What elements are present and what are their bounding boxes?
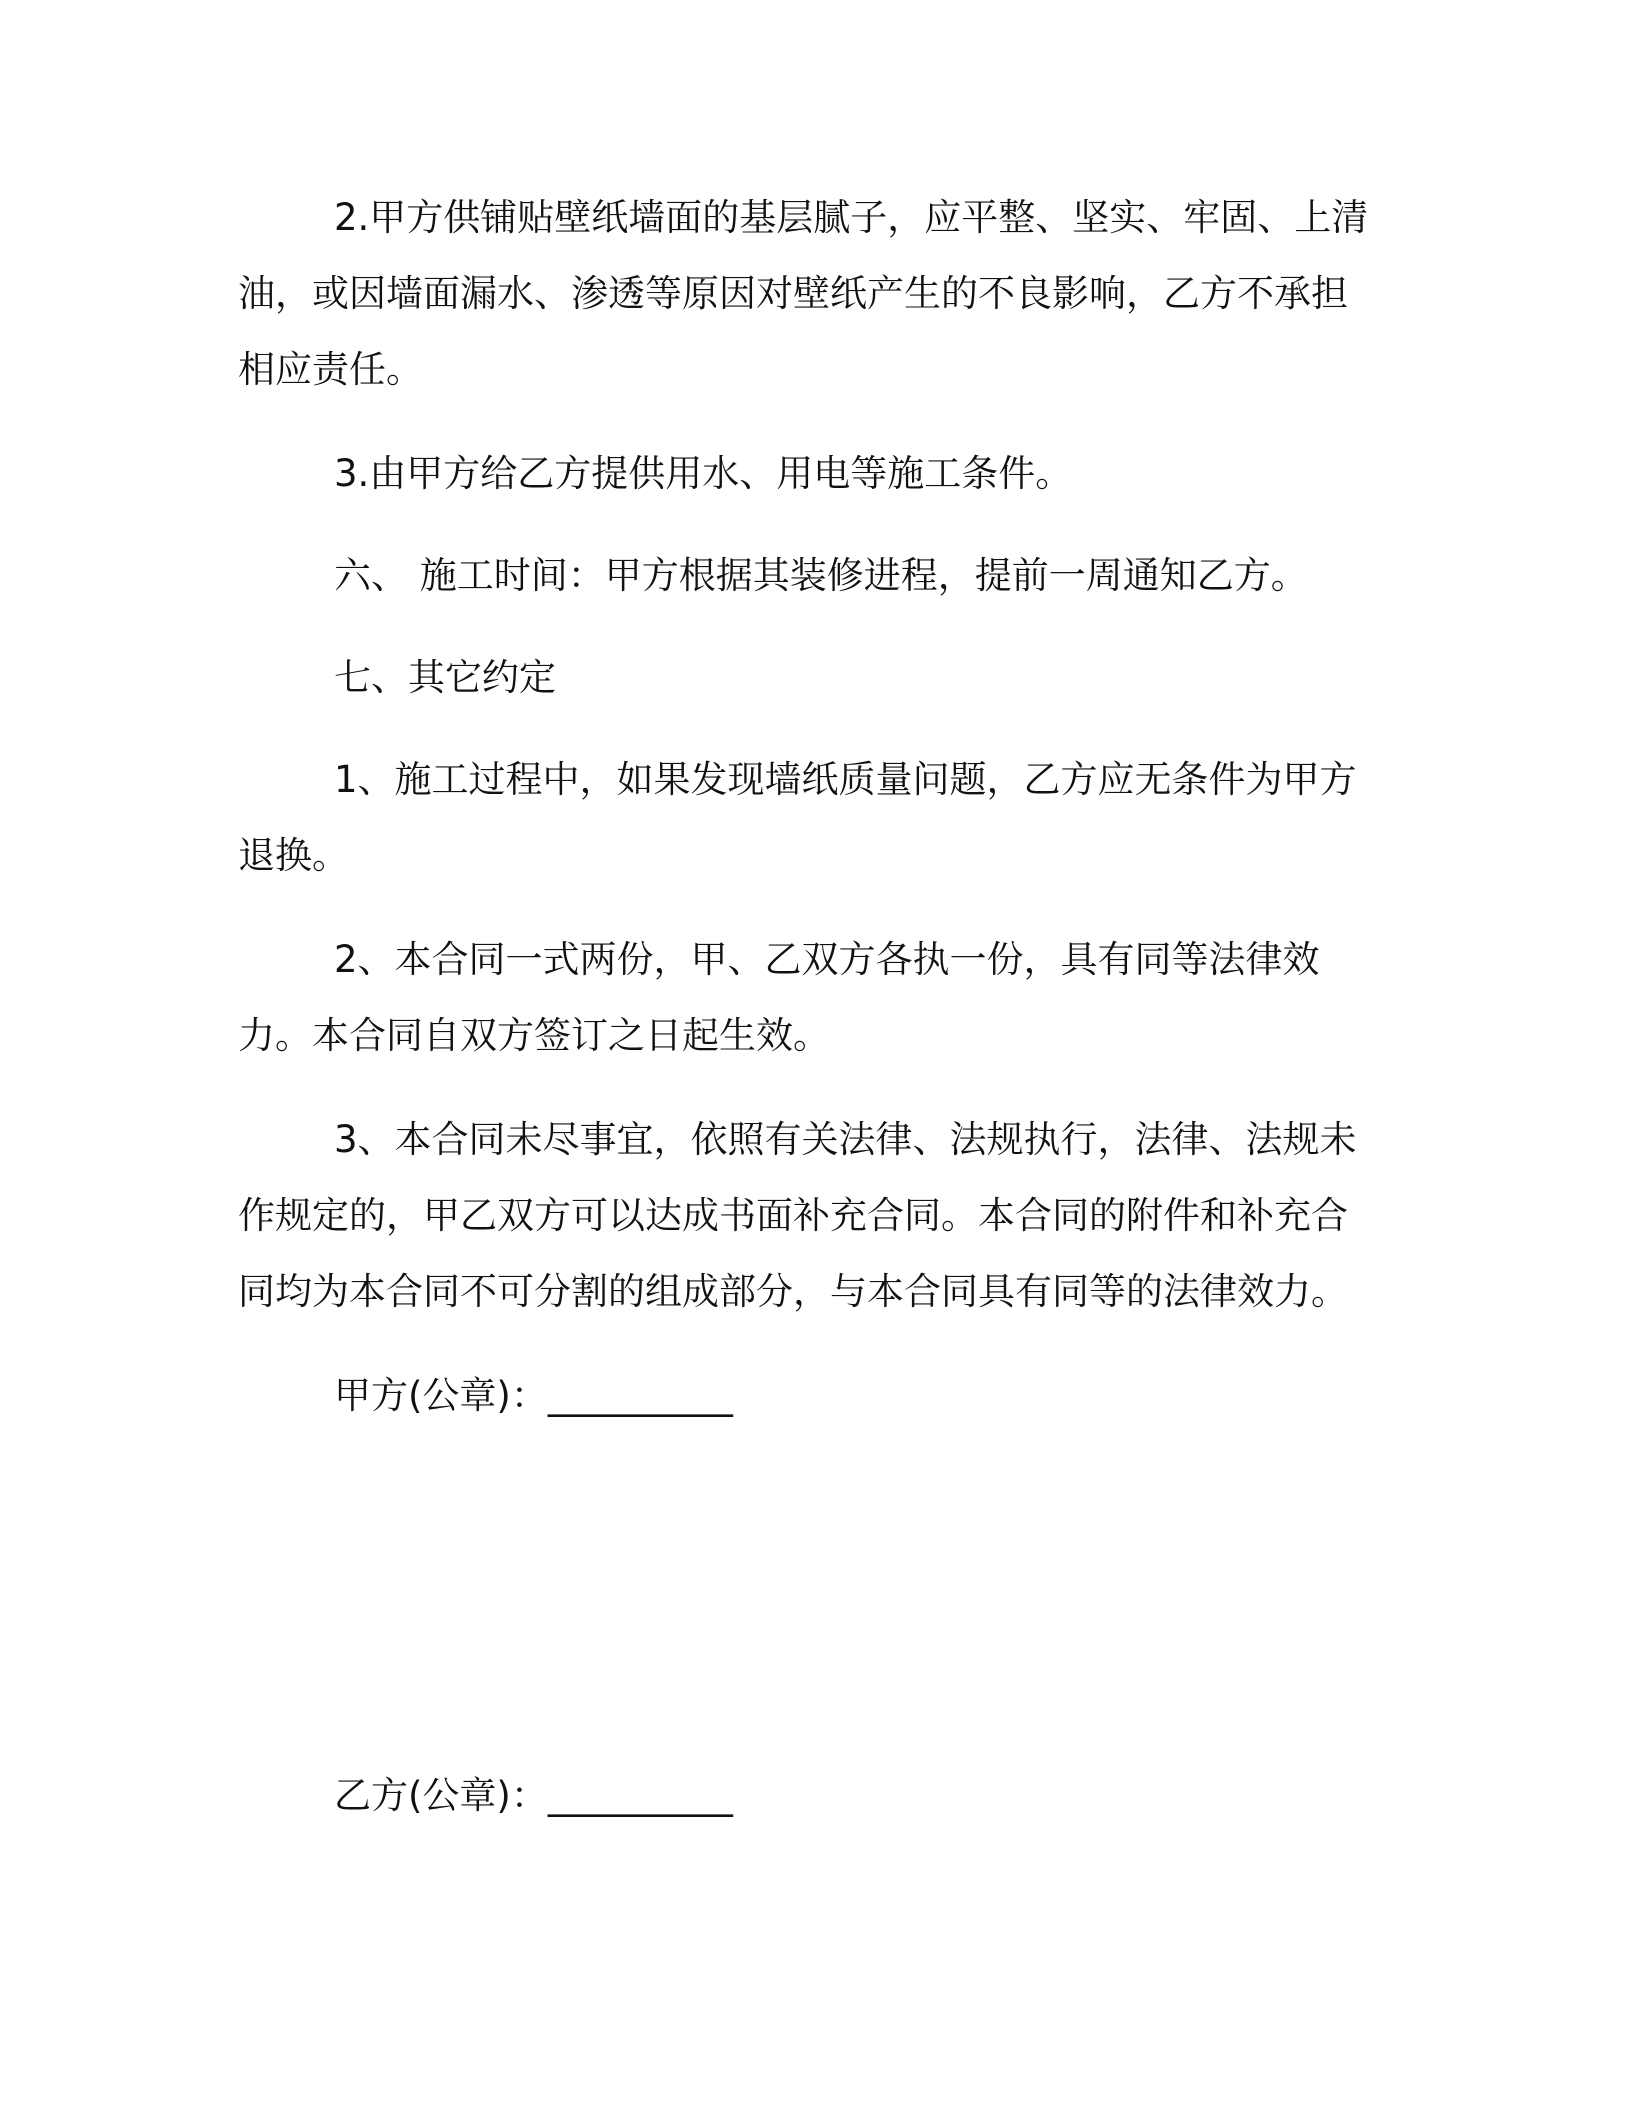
clause-quality-exchange: 1、施工过程中，如果发现墙纸质量问题，乙方应无条件为甲方退换。 [238, 758, 1357, 877]
clause-unresolved-matters: 3、本合同未尽事宜，依照有关法律、法规执行，法律、法规未作规定的，甲乙双方可以达成书面补充合同。本合同的附件和补充合同均为本合同不可分割的组成部分，与本合同具有同等的法律效力。 [238, 1118, 1357, 1313]
section-other-agreements-heading: 七、其它约定 [334, 656, 556, 699]
signature-party-a-blank: __________ [547, 1374, 733, 1417]
clause-copies-validity: 2、本合同一式两份，甲、乙双方各执一份，具有同等法律效力。本合同自双方签订之日起生效。 [238, 938, 1320, 1057]
signature-party-a-label: 甲方(公章)： [334, 1374, 548, 1417]
signature-party-a [334, 1358, 733, 1434]
clause-wall-base-requirements: 2.甲方供铺贴壁纸墙面的基层腻子，应平整、坚实、牢固、上清油，或因墙面漏水、渗透等原因对壁纸产生的不良影响，乙方不承担相应责任。 [238, 196, 1369, 391]
signature-party-b-label: 乙方(公章)： [334, 1774, 548, 1817]
signature-party-b-blank: __________ [547, 1774, 733, 1817]
signature-party-b [334, 1758, 733, 1834]
clause-utilities: 3.由甲方给乙方提供用水、用电等施工条件。 [334, 452, 1073, 495]
section-construction-time: 六、 施工时间：甲方根据其装修进程，提前一周通知乙方。 [334, 554, 1308, 597]
